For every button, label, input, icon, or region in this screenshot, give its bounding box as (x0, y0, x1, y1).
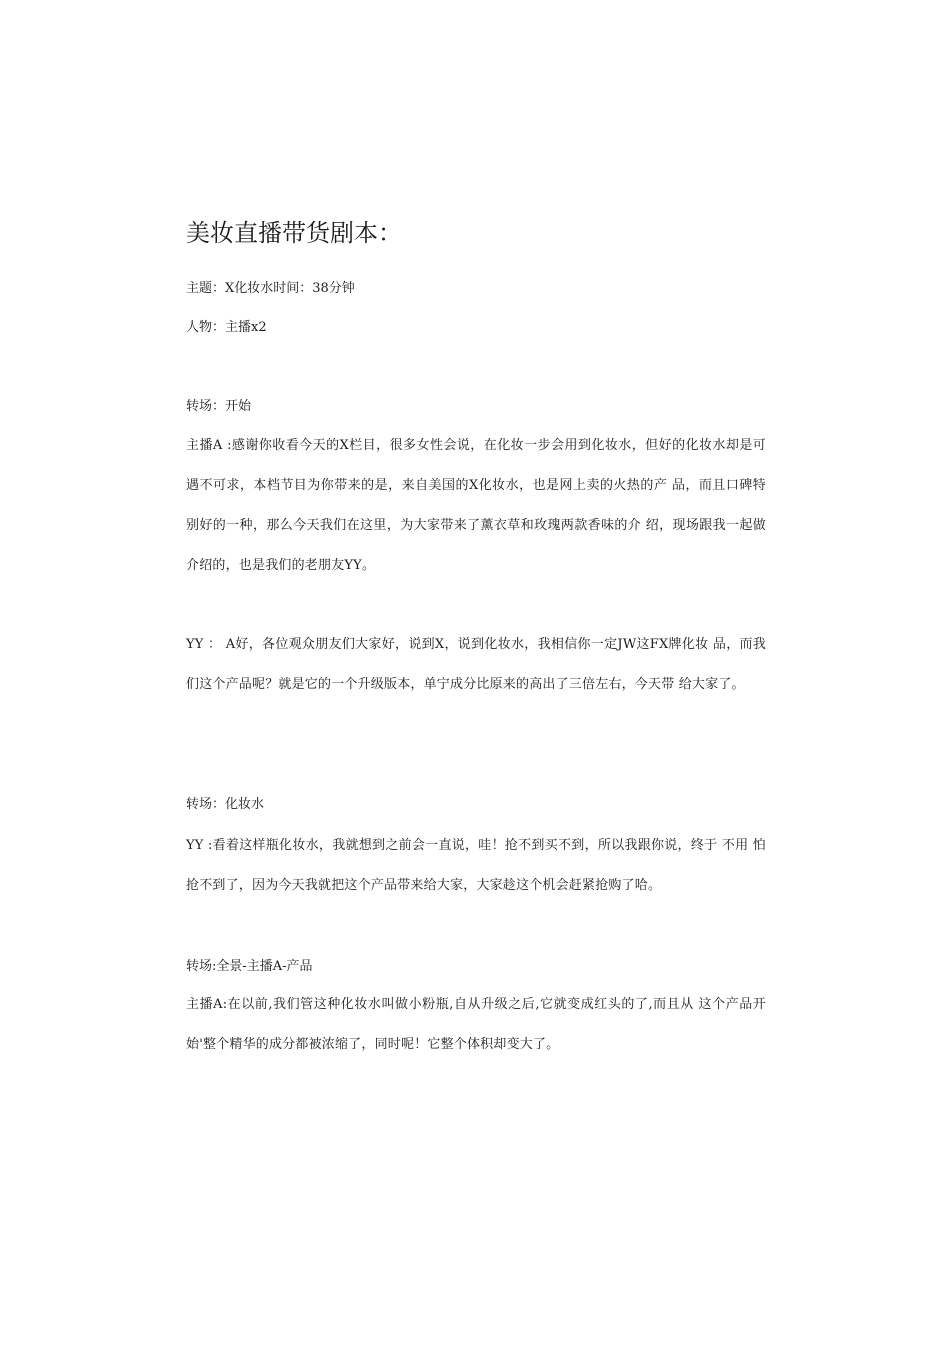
scene-heading: 转场:全景-主播A-产品 (186, 959, 313, 974)
dialogue-paragraph: 主播A :感谢你收看今天的X栏目，很多女性会说，在化妆一步会用到化妆水，但好的化妆水却是可遇不可求，本档节目为你带来的是，来自美国的X化妆水，也是网上卖的火热的产 品，而且口碑特别好的一种，那么今天我们在这里，为大家带来了薰衣草和玫瑰两款香味的介 绍，现场跟我一起做介绍的，也是我们的老朋友YY。 (186, 438, 766, 573)
page-title: 美妆直播带货剧本： (186, 219, 402, 247)
dialogue-paragraph: YY :看着这样瓶化妆水，我就想到之前会一直说，哇！抢不到买不到，所以我跟你说，终于 不用 怕抢不到了，因为今天我就把这个产品带来给大家，大家趁这个机会赶紧抢购了哈。 (186, 838, 766, 893)
meta-characters: 人物：主播x2 (186, 320, 267, 335)
dialogue-paragraph: YY ： A好，各位观众朋友们大家好，说到X，说到化妆水，我相信你一定JW这FX牌化妆 品，而我们这个产品呢？就是它的一个升级版本，单宁成分比原来的高出了三倍左右，今天带 给大家了。 (186, 637, 766, 692)
scene-heading: 转场：化妆水 (186, 797, 265, 812)
scene-heading: 转场：开始 (186, 399, 252, 414)
meta-theme: 主题：X化妆水时间：38分钟 (186, 281, 355, 296)
dialogue-paragraph: 主播A:在以前,我们管这种化妆水叫做小粉瓶,自从升级之后,它就变成红头的了,而且从 这个产品开始'整个精华的成分都被浓缩了，同时呢！它整个体积却变大了。 (186, 997, 766, 1052)
